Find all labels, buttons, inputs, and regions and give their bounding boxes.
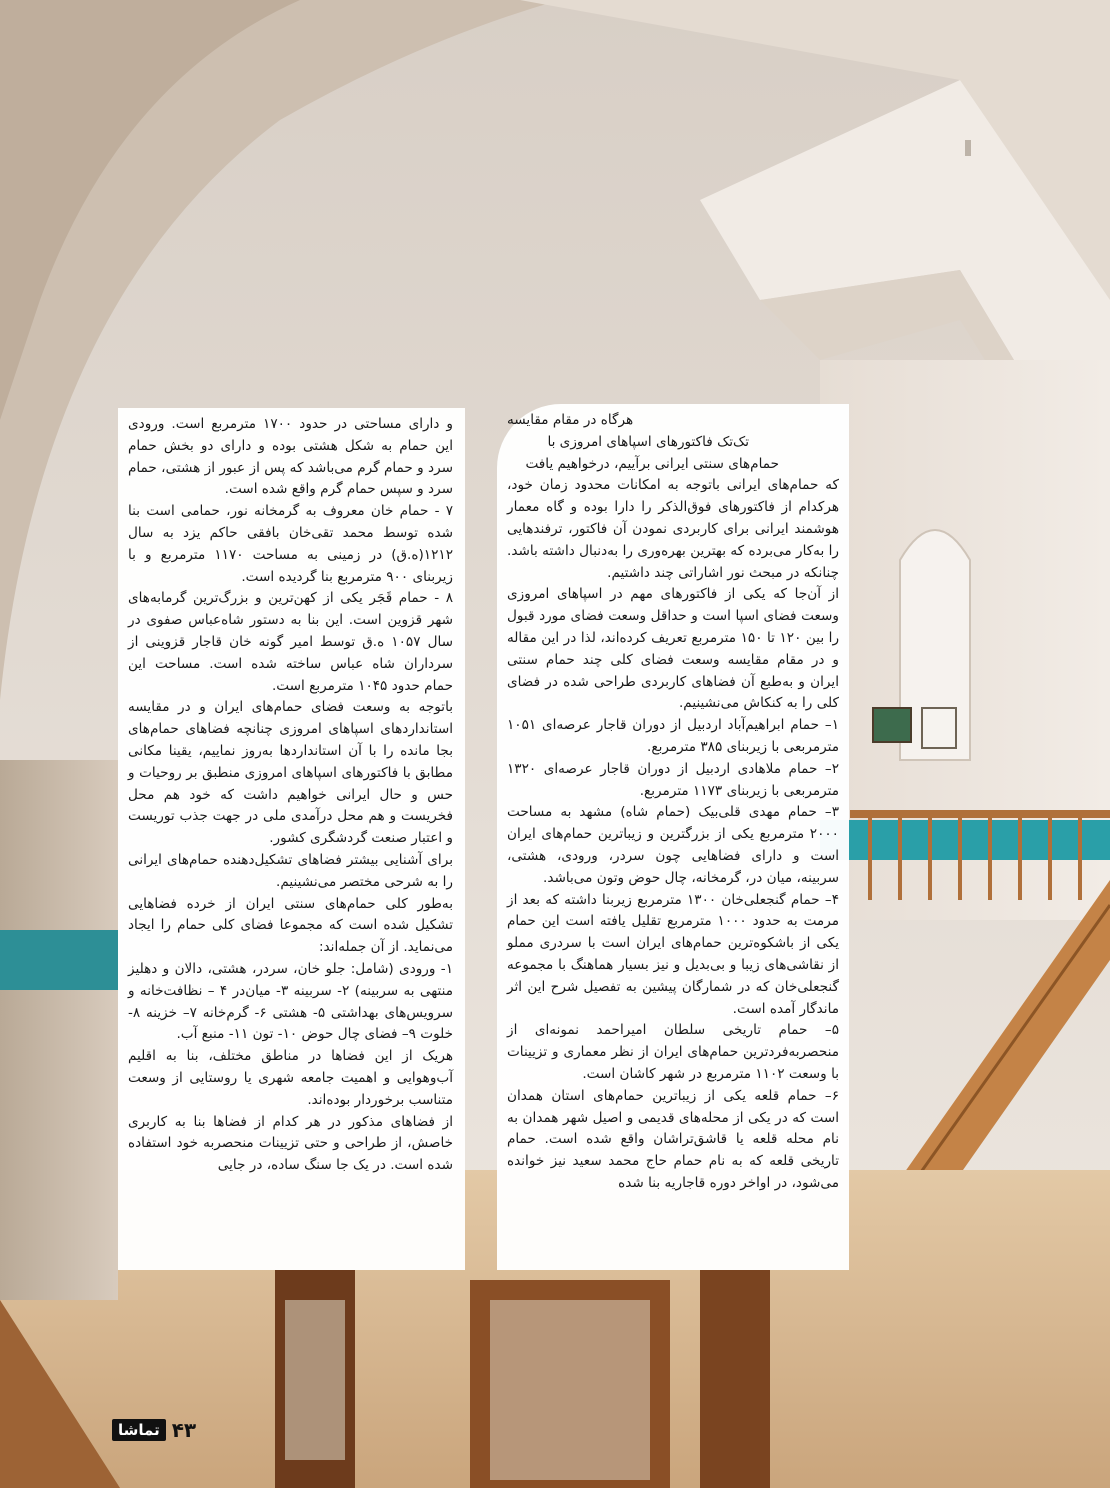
paragraph: از آن‌جا که یکی از فاکتورهای مهم در اسپاهای امروزی وسعت فضای اسپا است و حداقل وسعت فضای مورد قبول را بین ۱۲۰ تا ۱۵۰ مترمربع تعریف کرده‌اند، لذا در این مقاله و در مقام مقایسه وسعت فضای کلی چند حمام سنتی ایران و به‌طبع آن فضاهای کاربردی طراحی شده در فضای کلی را به کنکاش می‌نشینیم. — [507, 586, 840, 712]
intro-line: حمام‌های سنتی ایرانی برآییم، درخواهیم یافت — [525, 455, 779, 472]
right-text-column — [497, 404, 849, 1270]
paragraph: ۱- ورودی (شامل: جلو خان، سردر، هشتی، دالان و دهلیز منتهی به سربینه) ۲- سربینه ۳- میان‌در ۴ – نظافت‌خانه و سرویس‌های بهداشتی ۵- هشتی ۶- گرم‌خانه ۷– خزینه ۸- خلوت ۹– فضای چال حوض ۱۰- تون ۱۱- منبع آب. — [128, 960, 453, 1043]
paragraph: ۱– حمام ابراهیم‌آباد اردبیل از دوران قاجار عرصه‌ای ۱۰۵۱ مترمربعی با زیربنای ۳۸۵ مترمربع. — [507, 717, 839, 755]
paragraph: ۵– حمام تاریخی سلطان امیراحمد نمونه‌ای از منحصربه‌فردترین حمام‌های ایران از نظر معماری و تزیینات با وسعت ۱۱۰۲ مترمربع در شهر کاشان است. — [507, 1022, 839, 1082]
paragraph: ۳– حمام مهدی قلی‌بیک (حمام شاه) مشهد به مساحت ۲۰۰۰ مترمربع یکی از بزرگترین و زیباترین حمام‌های ایران است و دارای فضاهایی چون سردر، ورودی، هشتی، سربینه، میان در، گرمخانه، چال حوض وتون می‌باشد. — [507, 804, 839, 886]
intro-line: تک‌تک فاکتورهای اسپاهای امروزی با — [547, 433, 749, 450]
paragraph: به‌طور کلی حمام‌های سنتی ایران از خرده فضاهایی تشکیل شده است که مجموعا فضای کلی حمام را ایجاد می‌نماید. از آن جمله‌اند: — [128, 895, 453, 956]
paragraph: و دارای مساحتی در حدود ۱۷۰۰ مترمربع است. ورودی این حمام به شکل هشتی بوده و دارای دو بخش حمام سرد و حمام گرم می‌باشد که پس از عبور از هشتی، حمام سرد و سپس حمام گرم واقع شده است. — [128, 416, 453, 498]
intro-line: هرگاه در مقام مقایسه — [507, 412, 634, 428]
left-text-column — [118, 408, 465, 1270]
paragraph: از فضاهای مذکور در هر کدام از فضاها بنا به کاربری خاصش، از طراحی و حتی تزیینات منحصربه خود استفاده شده است. در یک جا سنگ ساده، در جایی — [128, 1113, 453, 1174]
paragraph: ۸ - حمام قَجَر یکی از کهن‌ترین و بزرگ‌ترین گرمابه‌های شهر قزوین است. این بنا به دستور شاه‌عباس صفوی در سال ۱۰۵۷ ه.ق توسط امیر گونه خان قاجار قزوینی از سرداران شاه عباس ساخته شده است. مساحت این حمام حدود ۱۰۴۵ مترمربع است. — [128, 590, 453, 694]
paragraph: برای آشنایی بیشتر فضاهای تشکیل‌دهنده حمام‌های ایرانی را به شرحی مختصر می‌نشینیم. — [128, 851, 453, 890]
page-footer — [112, 1418, 196, 1442]
paragraph: هریک از این فضاها در مناطق مختلف، بنا به اقلیم آب‌وهوایی و اهمیت جامعه شهری یا روستایی از وسعت متناسب برخوردار بوده‌اند. — [128, 1048, 453, 1108]
paragraph: ۷ - حمام خان معروف به گرمخانه نور، حمامی است بنا شده توسط محمد تقی‌خان بافقی حاکم یزد به سال ۱۲۱۲(ه.ق) در زمینی به مساحت ۱۱۷۰ مترمربع و با زیربنای ۹۰۰ مترمربع بنا گردیده است. — [128, 503, 454, 585]
paragraph: باتوجه به وسعت فضای حمام‌های ایران و در مقایسه استانداردهای اسپاهای امروزی چنانچه فضاهای حمام‌های بجا مانده را با آن استانداردها به‌روز نماییم، یقینا مکانی مطابق با فاکتورهای اسپاهای امروزی منطبق بر روحیات و حس و حال ایرانی خواهیم داشت که خود هم محل فخریست و هم محل درآمدی ملی در جهت جذب توریست و اعتبار صنعت گردشگری کشور. — [128, 699, 453, 847]
paragraph: ۲– حمام ملاهادی اردبیل از دوران قاجار عرصه‌ای ۱۳۲۰ مترمربعی با زیربنای ۱۱۷۳ مترمربع. — [507, 760, 839, 799]
magazine-logo: تماشا — [112, 1419, 166, 1441]
page-number: ۴۳ — [171, 1418, 197, 1442]
paragraph: ۴– حمام گنجعلی‌خان ۱۳۰۰ مترمربع زیربنا داشته که بعد از مرمت به حدود ۱۰۰۰ مترمربع تقلیل یافته است این حمام یکی از باشکوه‌ترین حمام‌های ایران است با سردری مملو از نقاشی‌های زیبا و بی‌بدیل و نیز بسیار هماهنگ با مجموعه گنجعلی‌خان که در شمارگان پیشین به تفصیل شرح این اثر ماندگار آمده است. — [507, 891, 839, 1017]
paragraph: که حمام‌های ایرانی باتوجه به امکانات محدود زمان خود، هرکدام از فاکتورهای فوق‌الذکر را دارا بوده و گاه معمار هوشمند ایرانی برای کاربردی نمودن آن فاکتور، ترفندهایی را به‌کار می‌برده که بهترین بهره‌وری را به‌دنبال داشته باشد. چنانکه در مبحث نور اشاراتی چند داشتیم. — [507, 477, 839, 581]
paragraph: ۶– حمام قلعه یکی از زیباترین حمام‌های استان همدان است که در یکی از محله‌های قدیمی و اصیل شهر همدان به نام محله قلعه یا قاشق‌تراشان واقع شده است. حمام تاریخی قلعه که به نام حمام حاج محمد سعید نیز خوانده می‌شود، در اواخر دوره قاجاریه بنا شده — [507, 1087, 839, 1191]
